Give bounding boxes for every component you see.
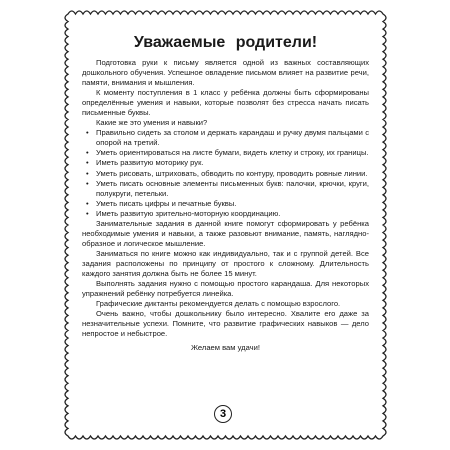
dictation-paragraph: Графические диктанты рекомендуется делать с помощью взрослого. [96, 299, 341, 309]
list-item: • Иметь развитую моторику рук. [82, 158, 369, 168]
skills-question: Какие же это умения и навыки? [96, 118, 208, 128]
page-number: 3 [214, 405, 232, 423]
requirements-paragraph: К моменту поступления в 1 класс у ребёнка должны быть сформированы определённые умения и навыки, которые позволят без стресса начать писать письменные буквы. [82, 88, 369, 118]
list-item: • Уметь рисовать, штриховать, обводить по контуру, проводить ровные линии. [82, 169, 369, 179]
praise-paragraph: Очень важно, чтобы дошкольнику было интересно. Хвалите его даже за незначительные успехи. Помните, что развитие графических навыков — дело непростое и небыстрое. [82, 309, 369, 339]
lesson-paragraph: Заниматься по книге можно как индивидуально, так и с группой детей. Все задания расположены по принципу от простого к сложному. Длительность каждого занятия должна быть не более 15 минут. [82, 248, 369, 278]
list-item: • Уметь писать основные элементы письменных букв: палочки, крючки, круги, полукруги, петельки. [82, 179, 369, 199]
tasks-paragraph: Занимательные задания в данной книге помогут сформировать у ребёнка необходимые умения и навыки, а также разовьют внимание, память, наглядно-образное и логическое мышление. [82, 218, 369, 248]
closing-wish: Желаем вам удачи! [191, 343, 260, 353]
list-item: • Правильно сидеть за столом и держать карандаш и ручку двумя пальцами с опорой на третий. [82, 128, 369, 148]
pencil-paragraph: Выполнять задания нужно с помощью простого карандаша. Для некоторых упражнений ребёнку потребуется линейка. [82, 279, 369, 299]
page-content [82, 34, 369, 353]
list-item: • Уметь писать цифры и печатные буквы. [82, 199, 369, 209]
intro-paragraph: Подготовка руки к письму является одной из важных составляющих дошкольного обучения. Успешное овладение письмом влияет на развитие речи, памяти, внимания и мышления. [82, 58, 369, 88]
list-item: • Иметь развитую зрительно-моторную координацию. [82, 209, 369, 219]
list-item: • Уметь ориентироваться на листе бумаги, видеть клетку и строку, их границы. [82, 148, 369, 158]
skills-list [82, 128, 369, 218]
page-title: Уважаемые родители! [133, 34, 318, 51]
